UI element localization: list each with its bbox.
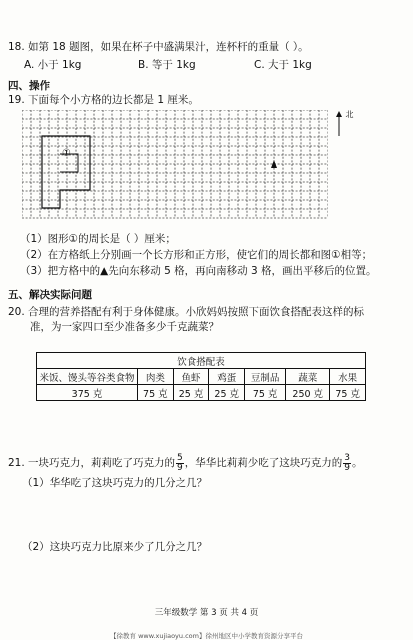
section-5-title: 五、解决实际问题 bbox=[8, 289, 92, 301]
table-header-cell: 肉类 bbox=[138, 369, 174, 385]
page-footer: 三年级数学 第 3 页 共 4 页 bbox=[154, 608, 259, 618]
q18-option-a: A. 小于 1kg bbox=[24, 59, 82, 71]
q18-stem: 18. 如第 18 题图，如果在杯子中盛满果汁，连杯杆的重量（ ）。 bbox=[8, 41, 309, 53]
table-header-cell: 米饭、馒头等谷类食物 bbox=[37, 369, 138, 385]
fraction-denominator: 9 bbox=[344, 462, 351, 473]
fraction-numerator: 3 bbox=[344, 452, 351, 463]
north-label: 北 bbox=[345, 110, 354, 118]
q21-sub-1: （1）华华吃了这块巧克力的几分之几？ bbox=[22, 477, 208, 489]
q19-sub-3: （3）把方格中的▲先向东移动 5 格，再向南移动 3 格，画出平移后的位置。 bbox=[20, 265, 377, 277]
q19-sub-1: （1）图形①的周长是（ ）厘米； bbox=[20, 233, 176, 245]
fraction-three-ninths bbox=[343, 454, 351, 473]
table-cell: 75 克 bbox=[138, 385, 174, 401]
table-cell: 25 克 bbox=[209, 385, 245, 401]
source-footer: 【徐教育 www.xujiaoyu.com】徐州地区中小学教育资源分享平台 bbox=[110, 632, 303, 640]
table-cell: 75 克 bbox=[245, 385, 286, 401]
figure-1-label: ① bbox=[62, 148, 71, 159]
table-row bbox=[37, 369, 366, 385]
q19-sub-2: （2）在方格纸上分别画一个长方形和正方形，使它们的周长都和图①相等； bbox=[20, 249, 373, 261]
table-header-cell: 鸡蛋 bbox=[209, 369, 245, 385]
table-row bbox=[37, 385, 366, 401]
table-cell: 250 克 bbox=[286, 385, 330, 401]
grid-paper bbox=[22, 110, 328, 222]
fraction-denominator: 9 bbox=[177, 462, 183, 473]
table-cell: 25 克 bbox=[173, 385, 209, 401]
q21-stem bbox=[8, 452, 363, 474]
q20-stem-line-2: 准，为一家四口至少准备多少千克蔬菜？ bbox=[30, 321, 219, 333]
diet-table bbox=[36, 352, 366, 401]
table-cell: 375 克 bbox=[37, 385, 138, 401]
fraction-five-ninths bbox=[176, 454, 184, 473]
table-header-cell: 豆制品 bbox=[245, 369, 286, 385]
fraction-numerator: 5 bbox=[177, 452, 183, 463]
table-header-cell: 水果 bbox=[330, 369, 366, 385]
q19-stem: 19. 下面每个小方格的边长都是 1 厘米。 bbox=[8, 94, 199, 106]
q21-text-part-3: 。 bbox=[352, 457, 363, 469]
table-header-cell: 鱼虾 bbox=[173, 369, 209, 385]
q21-text-part-2: ，华华比莉莉少吃了这块巧克力的 bbox=[184, 457, 343, 469]
north-arrow-icon bbox=[335, 110, 343, 136]
q20-stem-line-1: 20. 合理的营养搭配有利于身体健康。小欣妈妈按照下面饮食搭配表这样的标 bbox=[8, 306, 365, 318]
q18-option-b: B. 等于 1kg bbox=[138, 59, 196, 71]
q18-option-c: C. 大于 1kg bbox=[254, 59, 312, 71]
table-cell: 75 克 bbox=[330, 385, 366, 401]
diet-table-title: 饮食搭配表 bbox=[37, 353, 366, 369]
q21-text-part-1: 21. 一块巧克力，莉莉吃了巧克力的 bbox=[8, 457, 176, 469]
section-4-title: 四、操作 bbox=[8, 80, 50, 92]
q21-sub-2: （2）这块巧克力比原来少了几分之几？ bbox=[22, 541, 208, 553]
table-header-cell: 蔬菜 bbox=[286, 369, 330, 385]
